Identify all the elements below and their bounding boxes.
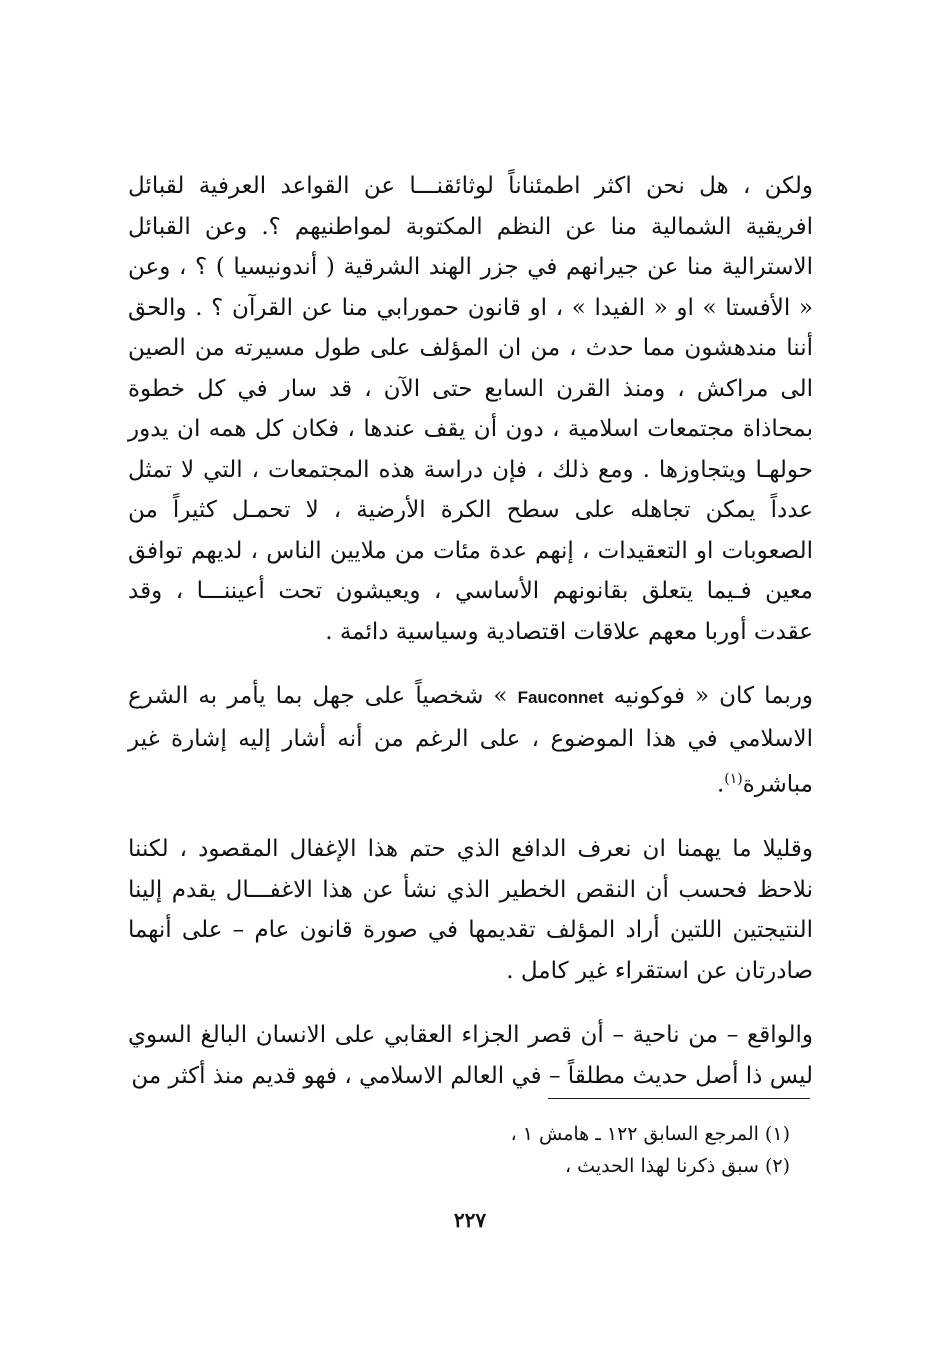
paragraph-3: وقليلا ما يهمنا ان نعرف الدافع الذي حتم هذا الإغفال المقصود ، لكننا نلاحظ فحسب أن النقص الخطير الذي نشأ عن هذا الاغفـــال يقدم إلينا النتيجتين اللتين أراد المؤلف تقديمها في صورة قانون عام – على أنهما صادرتان عن استقراء غير كامل .: [128, 836, 813, 984]
paragraph-2-rest: » شخصياً على جهل بما يأمر به الشرع الاسلامي في هذا الموضوع ، على الرغم من أنه أشار إليه إشارة غير مباشرة: [128, 683, 813, 798]
paragraph-2: [128, 676, 813, 805]
footnote-reference: (١): [724, 771, 743, 787]
body-text: [128, 166, 813, 1096]
footnote-1: (١) المرجع السابق ١٢٢ ـ هامش ١ ،: [510, 1123, 790, 1145]
footnote-divider: [548, 1098, 810, 1099]
page-number: ٢٢٧: [453, 1208, 487, 1232]
paragraph-2-end: .: [716, 771, 725, 798]
paragraph-2-start: وربما كان « فوكونيه: [603, 683, 814, 709]
footnote-2: (٢) سبق ذكرنا لهذا الحديث ،: [565, 1155, 790, 1177]
latin-name: Fauconnet: [517, 688, 604, 707]
footnotes: [360, 1118, 790, 1182]
paragraph-4: والواقع – من ناحية – أن قصر الجزاء العقابي على الانسان البالغ السوي ليس ذا أصل حديث مطلقاً – في العالم الاسلامي ، فهو قديم منذ أكثر من: [128, 1022, 813, 1089]
paragraph-1: ولكن ، هل نحن اكثر اطمئناناً لوثائقنـــا عن القواعد العرفية لقبائل افريقية الشمالية منا عن النظم المكتوبة لمواطنيهم ؟. وعن القبائل الاسترالية منا عن جيرانهم في جزر الهند الشرقية ( أندونيسيا ) ؟ ، وعن « الأفستا » او « الفيدا » ، او قانون حمورابي منا عن القرآن ؟ . والحق أننا مندهشون مما حدث ، من ان المؤلف على طول مسيرته من الصين الى مراكش ، ومنذ القرن السابع حتى الآن ، قد سار في كل خطوة بمحاذاة مجتمعات اسلامية ، دون أن يقف عندها ، فكان كل همه ان يدور حولهـا ويتجاوزها . ومع ذلك ، فإن دراسة هذه المجتمعات ، التي لا تمثل عدداً يمكن تجاهله على سطح الكرة الأرضية ، لا تحمـل كثيراً من الصعوبات او التعقيدات ، إنهم عدة مئات من ملايين الناس ، لديهم توافق معين فـيما يتعلق بقانونهم الأساسي ، ويعيشون تحت أعيننـــا ، وقد عقدت أوربا معهم علاقات اقتصادية وسياسية دائمة .: [128, 173, 813, 645]
